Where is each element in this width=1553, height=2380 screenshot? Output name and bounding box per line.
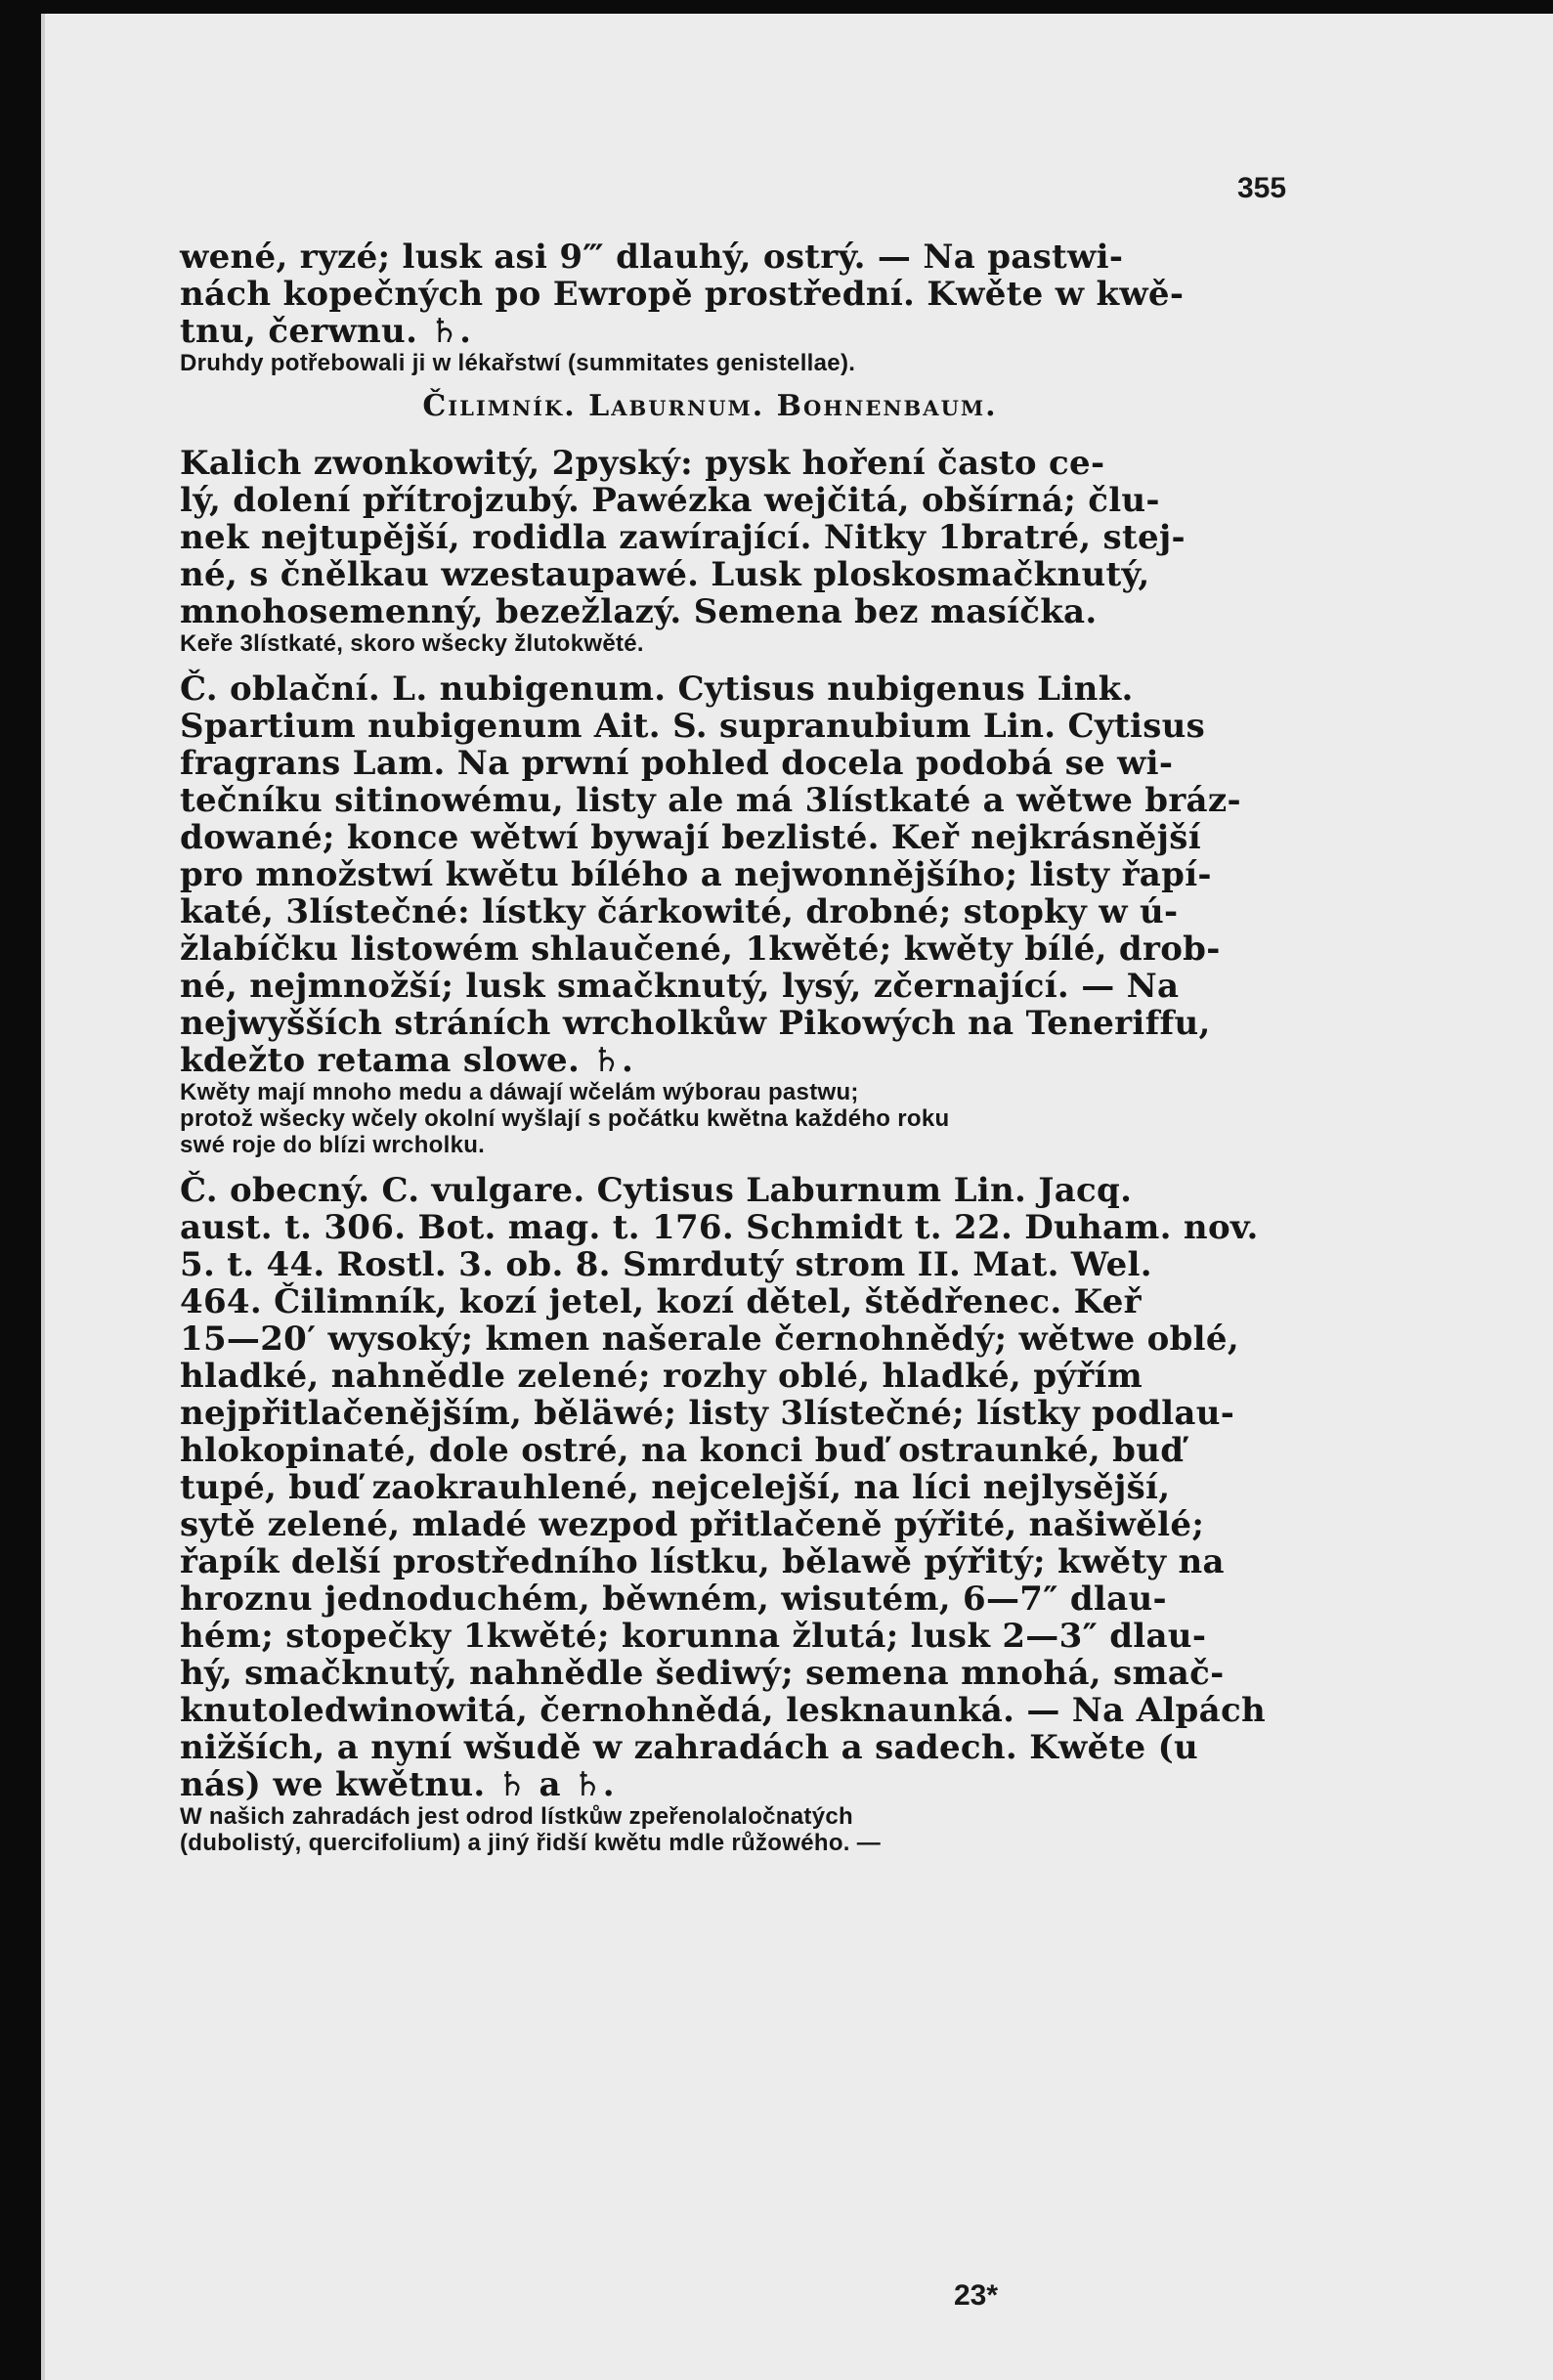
note-line: protož wšecky wčely okolní wyšlají s počátku kwětna každého roku [180,1105,950,1132]
section-heading: Čilimník. Laburnum. Bohnenbaum. [422,389,998,423]
text-line: hroznu jednoduchém, běwném, wisutém, 6—7″ dlau- [180,1579,1167,1619]
text-line: né, nejmnožší; lusk smačknutý, lysý, zčernající. — Na [180,967,1180,1006]
text-line: lý, dolení přítrojzubý. Pawézka wejčitá, obšírná; člu- [180,481,1160,520]
text-line: tnu, čerwnu. ♄. [180,312,472,351]
text-line: wené, ryzé; lusk asi 9‴ dlauhý, ostrý. — Na pastwi- [180,238,1124,277]
spacer [180,1158,1240,1172]
text-line: Č. obecný. C. vulgare. Cytisus Laburnum Lin. Jacq. [180,1171,1133,1210]
note-line: (dubolistý, quercifolium) a jiný řidší kwětu mdle růžowého. — [180,1830,882,1856]
signature-mark: 23* [954,2279,999,2312]
text-line: nek nejtupější, rodidla zawírající. Nitky 1bratré, stej- [180,518,1186,557]
note-line: Druhdy potřebowali ji w lékařstwí (summitates genistellae). [180,350,856,376]
text-line: hlokopinaté, dole ostré, na konci buď ostraunké, buď [180,1431,1185,1470]
text-line: žlabíčku listowém shlaučené, 1kwěté; kwěty bílé, drob- [180,930,1221,969]
page-number: 355 [1237,172,1287,204]
page-text [180,238,1266,1856]
text-line: dowané; konce wětwí bywají bezlisté. Keř nejkrásnější [180,818,1201,857]
text-line: tečníku sitinowému, listy ale má 3lístkaté a wětwe bráz- [180,781,1241,820]
text-line: 464. Čilimník, kozí jetel, kozí dětel, štědřenec. Keř [180,1282,1142,1321]
text-line: nejpřitlačenějším, běläwé; listy 3lístečné; lístky podlau- [180,1394,1235,1433]
text-line: nách kopečných po Ewropě prostřední. Kwěte w kwě- [180,275,1185,314]
text-line: nás) we kwětnu. ♄ a ♄. [180,1765,615,1804]
text-line: aust. t. 306. Bot. mag. t. 176. Schmidt t. 22. Duham. nov. [180,1208,1259,1247]
text-line: knutoledwinowitá, černohnědá, lesknaunká. — Na Alpách [180,1691,1266,1730]
text-line: nejwyšších stráních wrcholkůw Pikowých na Teneriffu, [180,1004,1211,1043]
note-line: Keře 3lístkaté, skoro wšecky žlutokwěté. [180,630,644,657]
text-line: katé, 3lístečné: lístky čárkowité, drobné; stopky w ú- [180,892,1179,931]
note-line: Kwěty mají mnoho medu a dáwají wčelám wýborau pastwu; [180,1079,859,1105]
text-line: 5. t. 44. Rostl. 3. ob. 8. Smrdutý strom II. Mat. Wel. [180,1245,1152,1284]
text-line: hý, smačknutý, nahnědle šediwý; semena mnohá, smač- [180,1654,1225,1693]
text-line: Kalich zwonkowitý, 2pyský: pysk hoření často ce- [180,444,1105,483]
text-line: pro množstwí kwětu bílého a nejwonnějšího; listy řapí- [180,855,1212,894]
text-line: nižších, a nyní wšudě w zahradách a sadech. Kwěte (u [180,1728,1199,1767]
note-line: swé roje do blízi wrcholku. [180,1132,486,1158]
text-line: hladké, nahnědle zelené; rozhy oblé, hladké, pýřím [180,1357,1143,1396]
text-line: né, s čnělkau wzestaupawé. Lusk ploskosmačknutý, [180,555,1150,594]
note-line: W našich zahradách jest odrod lístkůw zpeřenolaločnatých [180,1803,853,1830]
text-line: Spartium nubigenum Ait. S. supranubium Lin. Cytisus [180,707,1206,746]
text-line: tupé, buď zaokrauhlené, nejcelejší, na líci nejlysější, [180,1468,1171,1507]
text-line: řapík delší prostředního lístku, bělawě pýřitý; kwěty na [180,1542,1225,1581]
spacer [180,657,1240,671]
text-line: fragrans Lam. Na prwní pohled docela podobá se wi- [180,744,1174,783]
text-line: mnohosemenný, bezežlazý. Semena bez masíčka. [180,592,1098,631]
text-line: sytě zelené, mladé wezpod přitlačeně pýřité, našiwělé; [180,1505,1205,1544]
text-line: kdežto retama slowe. ♄. [180,1041,634,1080]
text-line: 15—20′ wysoký; kmen našerale černohnědý; wětwe oblé, [180,1320,1239,1359]
text-line: Č. oblační. L. nubigenum. Cytisus nubigenus Link. [180,670,1134,709]
book-page [41,14,1553,2380]
text-line: hém; stopečky 1kwěté; korunna žlutá; lusk 2—3″ dlau- [180,1617,1207,1656]
